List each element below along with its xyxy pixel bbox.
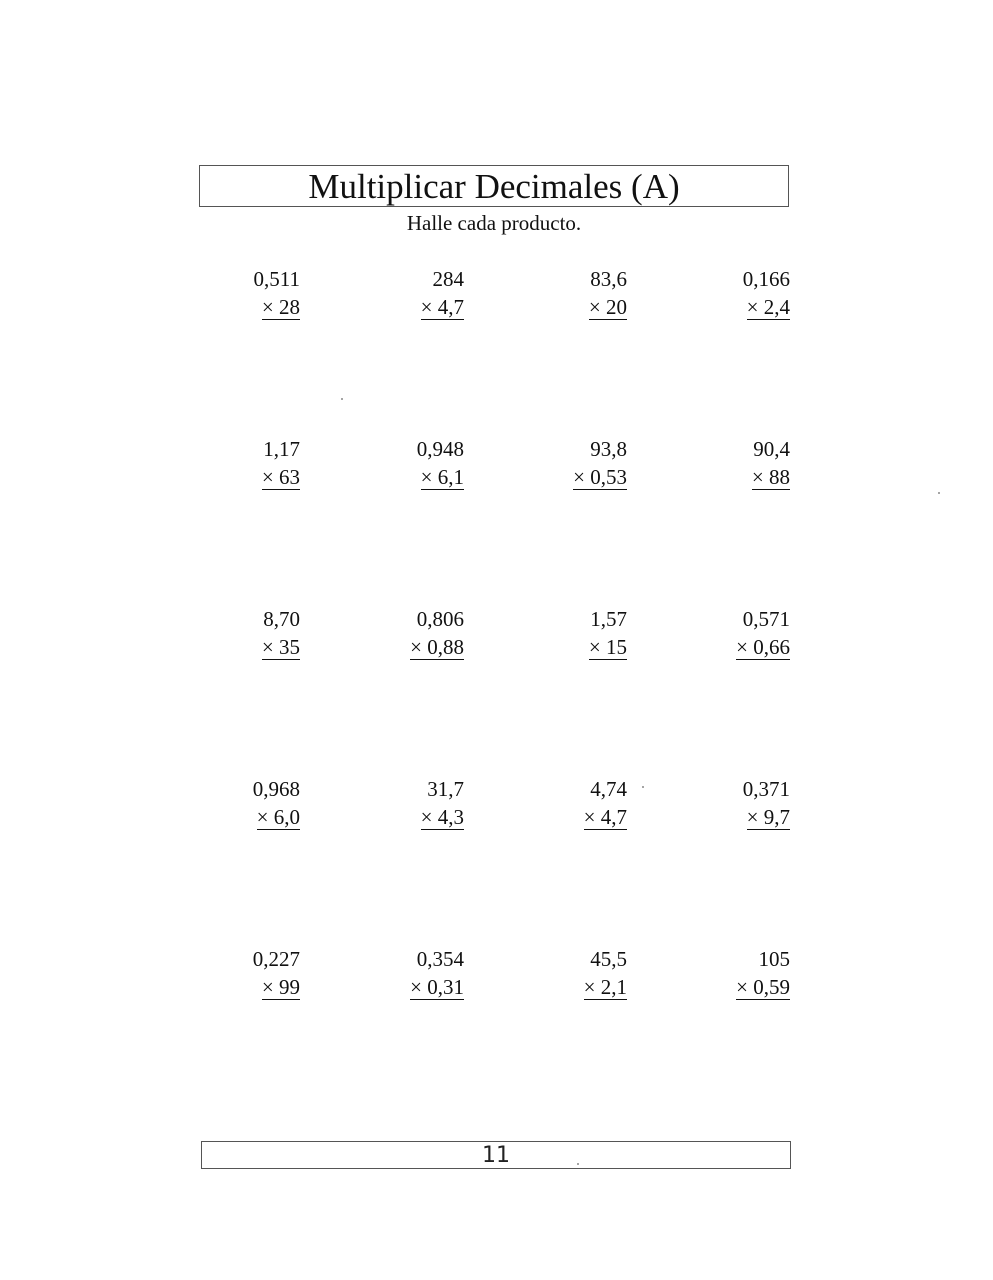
problem — [680, 945, 790, 1001]
scan-speck — [341, 398, 343, 400]
problem — [190, 775, 300, 831]
problem — [190, 265, 300, 321]
multiplier: × 0,59 — [736, 975, 790, 999]
multiplicand: 0,371 — [742, 777, 790, 801]
multiplicand: 1,17 — [263, 437, 300, 461]
title-box — [199, 165, 789, 207]
multiplicand: 90,4 — [753, 437, 790, 461]
multiplicand: 31,7 — [427, 777, 464, 801]
problem — [517, 265, 627, 321]
multiplicand: 0,227 — [252, 947, 300, 971]
problem — [354, 945, 464, 1001]
multiplicand: 0,166 — [742, 267, 790, 291]
problem — [354, 605, 464, 661]
problem — [680, 775, 790, 831]
multiplier: × 4,7 — [420, 295, 464, 319]
problem — [680, 605, 790, 661]
multiplier: × 0,53 — [573, 465, 627, 489]
multiplicand: 93,8 — [590, 437, 627, 461]
multiplier: × 88 — [751, 465, 790, 489]
multiplicand: 45,5 — [590, 947, 627, 971]
multiplier: × 35 — [261, 635, 300, 659]
problem — [354, 265, 464, 321]
multiplicand: 8,70 — [263, 607, 300, 631]
multiplicand: 0,571 — [742, 607, 790, 631]
multiplicand: 0,948 — [416, 437, 464, 461]
problem — [680, 435, 790, 491]
multiplier: × 6,0 — [256, 805, 300, 829]
multiplicand: 0,968 — [252, 777, 300, 801]
multiplier: × 6,1 — [420, 465, 464, 489]
multiplier: × 2,4 — [746, 295, 790, 319]
multiplicand: 0,354 — [416, 947, 464, 971]
multiplier: × 28 — [261, 295, 300, 319]
multiplier: × 0,66 — [736, 635, 790, 659]
multiplicand: 83,6 — [590, 267, 627, 291]
multiplicand: 105 — [758, 947, 790, 971]
multiplicand: 0,511 — [253, 267, 300, 291]
page-subtitle: Halle cada producto. — [406, 211, 582, 235]
problem — [190, 605, 300, 661]
multiplier: × 9,7 — [746, 805, 790, 829]
problem — [680, 265, 790, 321]
multiplicand: 4,74 — [590, 777, 627, 801]
scan-speck — [577, 1163, 579, 1165]
scan-speck — [938, 492, 940, 494]
footer-box — [201, 1141, 791, 1169]
multiplier: × 0,31 — [410, 975, 464, 999]
multiplier: × 99 — [261, 975, 300, 999]
handwritten-page-number: 11 — [482, 1143, 510, 1168]
problem — [517, 435, 627, 491]
multiplier: × 0,88 — [410, 635, 464, 659]
problem — [517, 605, 627, 661]
multiplier: × 4,3 — [420, 805, 464, 829]
scan-speck — [642, 786, 644, 788]
multiplier: × 2,1 — [583, 975, 627, 999]
multiplier: × 4,7 — [583, 805, 627, 829]
page-title: Multiplicar Decimales (A) — [308, 167, 680, 206]
multiplicand: 284 — [432, 267, 464, 291]
multiplier: × 15 — [588, 635, 627, 659]
problem — [190, 435, 300, 491]
problem — [354, 775, 464, 831]
problem — [190, 945, 300, 1001]
multiplier: × 20 — [588, 295, 627, 319]
problem — [517, 945, 627, 1001]
multiplicand: 1,57 — [590, 607, 627, 631]
problem — [517, 775, 627, 831]
multiplier: × 63 — [261, 465, 300, 489]
problem — [354, 435, 464, 491]
multiplicand: 0,806 — [416, 607, 464, 631]
